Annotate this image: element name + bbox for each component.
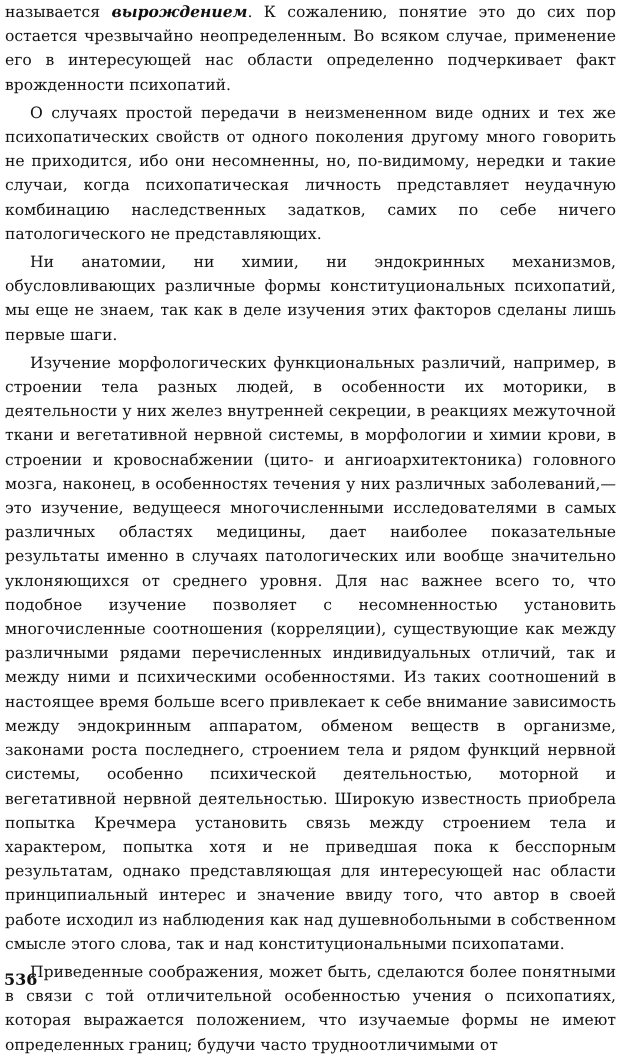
paragraph-4: Изучение морфологических функциональных различий, например, в строении тела разных людей, в особенности их моторики, в деятельности у них желез внутренней секреции, в реакциях межуточной ткани и вегетативной нервной системы, в морфологии и химии крови, в строении и кровоснабжении (цито- и ангиоархитектоника) головного мозга, наконец, в особенностях течения у них различных заболеваний,— это изучение, ведущееся многочисленными исследователями в самых различных областях медицины, дает наиболее показательные результаты именно в случаях патологических или вообще значительно уклоняющихся от среднего уровня. Для нас важнее всего то, что подобное изучение позволяет с несомненностью установить многочисленные соотношения (корреляции), существующие как между различными рядами перечисленных индивидуальных отличий, так и между ними и психическими особенностями. Из таких соотношений в настоящее время больше всего привлекает к себе внимание зависимость между эндокринным аппаратом, обменом веществ в организме, законами роста последнего, строением тела и рядом функций нервной системы, особенно психической деятельностью, моторной и вегетативной нервной деятельностью. Широкую известность приобрела попытка Кречмера установить связь между строением тела и характером, попытка хотя и не приведшая пока к бесспорным результатам, однако представляющая для интересующей нас области принципиальный интерес и значение ввиду того, что автор в своей работе исходил из наблюдения как над душевнобольными в собственном смысле этого слова, так и над конституциональными психопатами.	[5, 353, 616, 953]
paragraph-3: Ни анатомии, ни химии, ни эндокринных механизмов, обусловливающих различные формы конституциональных психопатий, мы еще не знаем, так как в деле изучения этих факторов сделаны лишь первые шаги.	[5, 253, 616, 344]
paragraph-1-rest: . К сожалению, понятие это до сих пор остается чрезвычайно неопределенным. Во всяком случае, применение его в интересующей нас области определенно подчеркивает факт врожденности психопатий.	[5, 3, 616, 94]
paragraph-5: Приведенные соображения, может быть, сделаются более понятными в связи с той отличительной особенностью учения о психопатиях, которая выражается положением, что изучаемые формы не имеют определенных границ; будучи часто трудноотличимыми от	[5, 962, 616, 1054]
paragraph-1-lead: называется	[5, 3, 112, 21]
emphasized-term: вырождением	[111, 2, 248, 21]
paragraph-1	[5, 0, 616, 97]
page-number: 536	[4, 970, 38, 989]
paragraph-2: О случаях простой передачи в неизмененном виде одних и тех же психопатических свойств от одного поколения другому много говорить не приходится, ибо они несомненны, но, по-видимому, нередки и такие случаи, когда психопатическая личность представляет неудачную комбинацию наследственных задатков, самих по себе ничего патологического не представляющих.	[5, 103, 616, 243]
